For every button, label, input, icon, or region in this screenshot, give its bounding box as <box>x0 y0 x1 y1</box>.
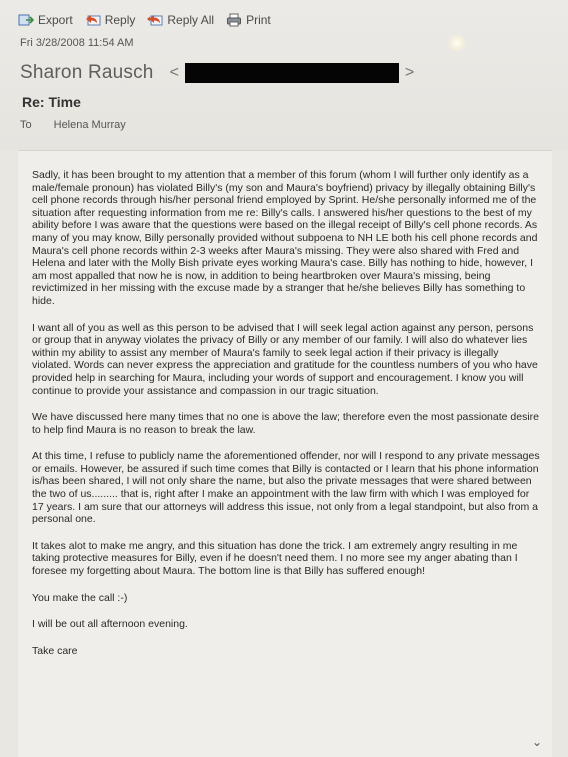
body-paragraph: Sadly, it has been brought to my attention that a member of this forum (whom I will further only identify as a male/female pronoun) has violated Billy's (my son and Maura's boyfriend) privacy by illegally obtaining Billy's cell phone records through his/her personal friend employed by Sprint. He/she personally informed me of the situation after requesting information from me re: Billy's calls. I answered his/her questions to the best of my ability before I was aware that the questions were based on the illegal receipt of Billy's cell phone records. As many of you may know, Billy personally provided without subpoena to NH LE both his cell phone records and Maura's cell phone records within 2-3 weeks after Maura's missing. They were also shared with Fred and Helena and later with the Molly Bish private eyes working Maura's case. Billy has nothing to hide, however, I am most appalled that now he is now, in addition to being heartbroken over Maura's missing, being revictimized in her missing with the excuse made by a stranger that he/she believes Billy has something to hide. <box>32 169 538 307</box>
message-date: Fri 3/28/2008 11:54 AM <box>20 37 134 49</box>
sender-address-open: < <box>169 64 179 81</box>
body-paragraph: You make the call :-) <box>32 591 128 604</box>
body-paragraph: We have discussed here many times that no one is above the law; therefore even the most passionate desire to help find Maura is no reason to break the law. <box>32 411 540 436</box>
message-body-pane[interactable] <box>18 150 552 757</box>
reply-icon <box>85 13 101 27</box>
body-paragraph: I want all of you as well as this person to be advised that I will seek legal action against any person, persons or group that in anyway violates the privacy of Billy or any member of our family. I will also do whatever lies within my ability to assist any member of Maura's family to seek legal action if their privacy is illegally violated. Words can never express the appreciation and gratitude for the countless numbers of you who have provided help in searching for Maura, including your words of support and encouragement. I know you will continue to provide your assistance and compassion in our tragic situation. <box>32 321 538 397</box>
scroll-down-chevron-icon[interactable]: ⌄ <box>531 735 542 749</box>
body-paragraph: Take care <box>32 644 78 657</box>
export-button[interactable] <box>18 13 73 27</box>
message-body <box>32 169 540 671</box>
sender-name[interactable]: Sharon Rausch <box>20 62 154 83</box>
sender-address-close: > <box>404 64 415 81</box>
recipient-row <box>20 119 126 131</box>
reply-label: Reply <box>104 13 136 27</box>
print-icon <box>226 13 242 27</box>
reply-all-icon <box>147 13 163 27</box>
export-icon <box>18 13 34 27</box>
to-label: To <box>20 119 32 131</box>
export-label: Export <box>38 13 73 27</box>
print-button[interactable] <box>226 13 271 27</box>
body-paragraph: I will be out all afternoon evening. <box>32 618 188 631</box>
to-recipient[interactable]: Helena Murray <box>53 119 126 131</box>
reply-all-button[interactable] <box>147 13 214 27</box>
message-header <box>0 0 568 150</box>
sender-row <box>20 60 414 86</box>
redacted-email-address <box>185 63 399 83</box>
message-subject: Re: Time <box>22 94 81 110</box>
print-label: Print <box>246 13 271 27</box>
light-glare <box>448 34 466 52</box>
reply-button[interactable] <box>85 13 136 27</box>
body-paragraph: At this time, I refuse to publicly name the aforementioned offender, nor will I respond to any private messages or emails. However, be assured if such time comes that Billy is contacted or I learn that his phone information is/has been shared, I will not only share the name, but also the private messages that were shared between the two of us......... that is, right after I make an appointment with the law firm with which I was employed for 17 years. I am sure that our attorneys will address this issue, not only from a legal standpoint, but also from a personal one. <box>32 450 540 526</box>
body-paragraph: It takes alot to make me angry, and this situation has done the trick. I am extremely angry resulting in me taking protective measures for Billy, even if he doesn't need them. I no more see my anger abating than I foresee my forgetting about Maura. The bottom line is that Billy has suffered enough! <box>32 539 518 578</box>
message-toolbar <box>18 10 271 30</box>
reply-all-label: Reply All <box>167 13 215 27</box>
